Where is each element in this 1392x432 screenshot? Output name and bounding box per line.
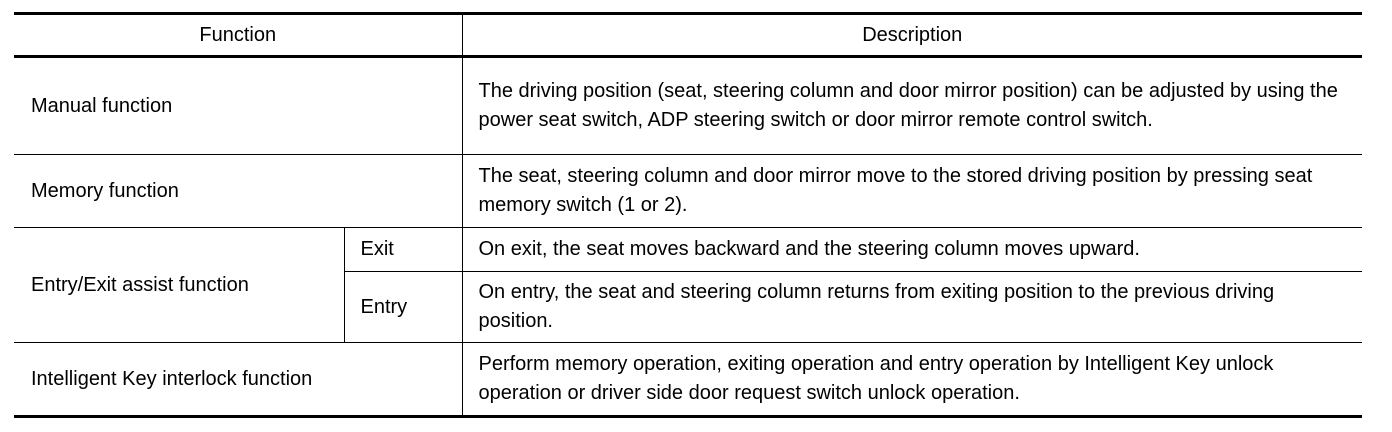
table-row bbox=[14, 228, 1362, 272]
table-header-row bbox=[14, 14, 1362, 57]
table-row bbox=[14, 57, 1362, 155]
function-cell: Entry/Exit assist function bbox=[14, 228, 344, 343]
sub-function-cell: Exit bbox=[344, 228, 462, 272]
description-cell: The seat, steering column and door mirror move to the stored driving position by pressing seat memory switch (1 or 2). bbox=[462, 155, 1362, 228]
function-cell: Memory function bbox=[14, 155, 462, 228]
table-row bbox=[14, 343, 1362, 417]
function-cell: Manual function bbox=[14, 57, 462, 155]
description-cell: The driving position (seat, steering column and door mirror position) can be adjusted by using the power seat switch, ADP steering switch or door mirror remote control switch. bbox=[462, 57, 1362, 155]
table-row bbox=[14, 155, 1362, 228]
function-cell: Intelligent Key interlock function bbox=[14, 343, 462, 417]
table bbox=[14, 12, 1362, 418]
description-cell: On exit, the seat moves backward and the steering column moves upward. bbox=[462, 228, 1362, 272]
description-cell: Perform memory operation, exiting operation and entry operation by Intelligent Key unlock operation or driver side door request switch unlock operation. bbox=[462, 343, 1362, 417]
description-cell: On entry, the seat and steering column returns from exiting position to the previous driving position. bbox=[462, 272, 1362, 343]
header-description: Description bbox=[862, 23, 963, 46]
function-description-table bbox=[14, 12, 1362, 418]
header-function: Function bbox=[14, 14, 462, 57]
sub-function-cell: Entry bbox=[344, 272, 462, 343]
